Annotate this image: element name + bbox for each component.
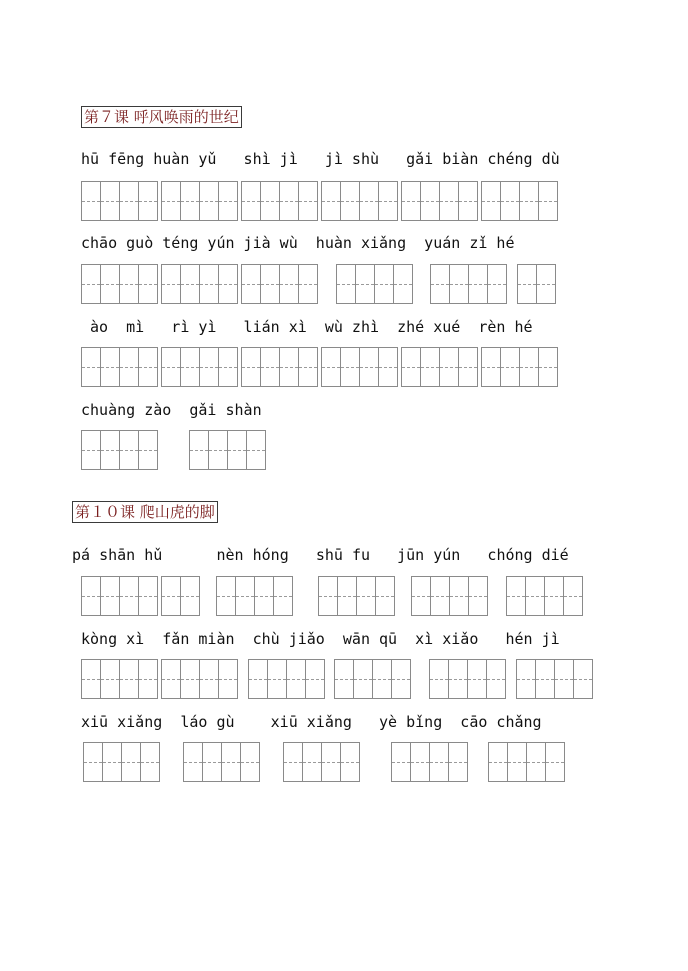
character-cell [287,659,306,699]
character-cell [228,430,247,470]
character-cell [209,430,228,470]
word-box [429,659,506,699]
character-cell [82,181,101,221]
character-cell [181,347,200,387]
character-cell [101,264,120,304]
character-cell [236,576,255,616]
character-cell [488,264,507,304]
character-cell [217,576,236,616]
character-cell [412,576,431,616]
character-cell [139,181,158,221]
character-cell [392,659,411,699]
word-box [401,181,478,221]
word-box [81,347,158,387]
lesson10-row2-pinyin: kòng xì fǎn miàn chù jiǎo wān qū xì xiǎo hén jì [81,630,560,648]
character-cell [261,347,280,387]
character-cell [373,659,392,699]
character-cell [517,659,536,699]
lesson7-row3-pinyin: ào mì rì yì lián xì wù zhì zhé xué rèn hé [81,318,533,336]
character-cell [360,347,379,387]
word-box [430,264,507,304]
character-cell [303,742,322,782]
character-cell [181,264,200,304]
character-cell [375,264,394,304]
character-cell [449,659,468,699]
character-cell [459,347,478,387]
character-cell [162,181,181,221]
character-cell [120,430,139,470]
lesson7-row2-pinyin: chāo guò téng yún jià wù huàn xiǎng yuán zǐ hé [81,234,515,252]
character-cell [526,576,545,616]
character-cell [440,347,459,387]
character-cell [539,347,558,387]
character-cell [82,347,101,387]
character-cell [120,659,139,699]
character-cell [322,347,341,387]
word-box [81,264,158,304]
character-cell [394,264,413,304]
character-cell [241,742,260,782]
character-cell [357,576,376,616]
lesson7-row4-pinyin: chuàng zào gǎi shàn [81,401,262,419]
word-box [81,659,158,699]
character-cell [335,659,354,699]
character-cell [103,742,122,782]
character-cell [354,659,373,699]
character-cell [527,742,546,782]
word-box [336,264,413,304]
character-cell [356,264,375,304]
character-cell [120,347,139,387]
word-box [283,742,360,782]
character-cell [200,181,219,221]
character-cell [299,264,318,304]
word-box [506,576,583,616]
character-cell [379,181,398,221]
character-cell [200,264,219,304]
character-cell [200,659,219,699]
character-cell [360,181,379,221]
character-cell [261,264,280,304]
character-cell [162,659,181,699]
word-box [216,576,293,616]
character-cell [219,181,238,221]
character-cell [518,264,537,304]
word-box [391,742,468,782]
word-box [189,430,266,470]
character-cell [101,576,120,616]
character-cell [402,347,421,387]
word-box [334,659,411,699]
character-cell [139,659,158,699]
word-box [321,347,398,387]
character-cell [299,181,318,221]
character-cell [402,181,421,221]
character-cell [341,347,360,387]
character-cell [274,576,293,616]
character-cell [468,659,487,699]
character-cell [247,430,266,470]
word-box [411,576,488,616]
character-cell [482,347,501,387]
character-cell [431,264,450,304]
word-box [481,347,558,387]
character-cell [280,264,299,304]
character-cell [82,430,101,470]
character-cell [162,576,181,616]
character-cell [181,659,200,699]
character-cell [242,181,261,221]
word-box [81,181,158,221]
character-cell [120,576,139,616]
character-cell [101,659,120,699]
word-box [161,264,238,304]
lesson10-row3-pinyin: xiū xiǎng láo gù xiū xiǎng yè bǐng cāo chǎng [81,713,542,731]
character-cell [181,576,200,616]
character-cell [520,347,539,387]
character-cell [430,659,449,699]
word-box [481,181,558,221]
character-cell [322,742,341,782]
character-cell [200,347,219,387]
character-cell [469,264,488,304]
character-cell [284,742,303,782]
lesson7-title: 第７课 呼风唤雨的世纪 [81,106,242,128]
character-cell [280,347,299,387]
character-cell [546,742,565,782]
word-box [83,742,160,782]
character-cell [280,181,299,221]
character-cell [508,742,527,782]
character-cell [242,347,261,387]
lesson10-title: 第１０课 爬山虎的脚 [72,501,218,523]
word-box [81,430,158,470]
character-cell [337,264,356,304]
word-box [318,576,395,616]
word-box [183,742,260,782]
character-cell [120,181,139,221]
character-cell [219,347,238,387]
character-cell [219,264,238,304]
character-cell [539,181,558,221]
character-cell [141,742,160,782]
character-cell [482,181,501,221]
character-cell [536,659,555,699]
character-cell [440,181,459,221]
character-cell [203,742,222,782]
character-cell [574,659,593,699]
character-cell [564,576,583,616]
character-cell [139,576,158,616]
character-cell [122,742,141,782]
character-cell [101,430,120,470]
character-cell [268,659,287,699]
character-cell [501,347,520,387]
character-cell [507,576,526,616]
word-box [241,181,318,221]
character-cell [421,347,440,387]
word-box [161,659,238,699]
character-cell [101,181,120,221]
word-box [516,659,593,699]
character-cell [411,742,430,782]
character-cell [341,742,360,782]
character-cell [84,742,103,782]
character-cell [459,181,478,221]
character-cell [139,347,158,387]
character-cell [242,264,261,304]
character-cell [82,264,101,304]
word-box [517,264,556,304]
character-cell [249,659,268,699]
character-cell [489,742,508,782]
character-cell [501,181,520,221]
character-cell [379,347,398,387]
character-cell [376,576,395,616]
character-cell [139,430,158,470]
character-cell [392,742,411,782]
lesson10-row1-pinyin: pá shān hǔ nèn hóng shū fu jūn yún chóng dié [72,546,569,564]
character-cell [139,264,158,304]
word-box [161,181,238,221]
word-box [248,659,325,699]
character-cell [469,576,488,616]
character-cell [450,264,469,304]
character-cell [487,659,506,699]
character-cell [450,576,469,616]
word-box [241,347,318,387]
character-cell [338,576,357,616]
character-cell [101,347,120,387]
character-cell [190,430,209,470]
character-cell [537,264,556,304]
character-cell [181,181,200,221]
character-cell [184,742,203,782]
character-cell [545,576,564,616]
character-cell [306,659,325,699]
character-cell [322,181,341,221]
word-box [321,181,398,221]
character-cell [82,659,101,699]
character-cell [299,347,318,387]
character-cell [341,181,360,221]
character-cell [222,742,241,782]
word-box [81,576,158,616]
character-cell [319,576,338,616]
character-cell [421,181,440,221]
character-cell [520,181,539,221]
word-box [401,347,478,387]
character-cell [162,347,181,387]
character-cell [430,742,449,782]
character-cell [431,576,450,616]
word-box [241,264,318,304]
character-cell [219,659,238,699]
character-cell [449,742,468,782]
character-cell [120,264,139,304]
character-cell [82,576,101,616]
lesson7-row1-pinyin: hū fēng huàn yǔ shì jì jì shù gǎi biàn chéng dù [81,150,560,168]
word-box [488,742,565,782]
character-cell [162,264,181,304]
character-cell [555,659,574,699]
character-cell [261,181,280,221]
character-cell [255,576,274,616]
word-box [161,347,238,387]
word-box [161,576,200,616]
